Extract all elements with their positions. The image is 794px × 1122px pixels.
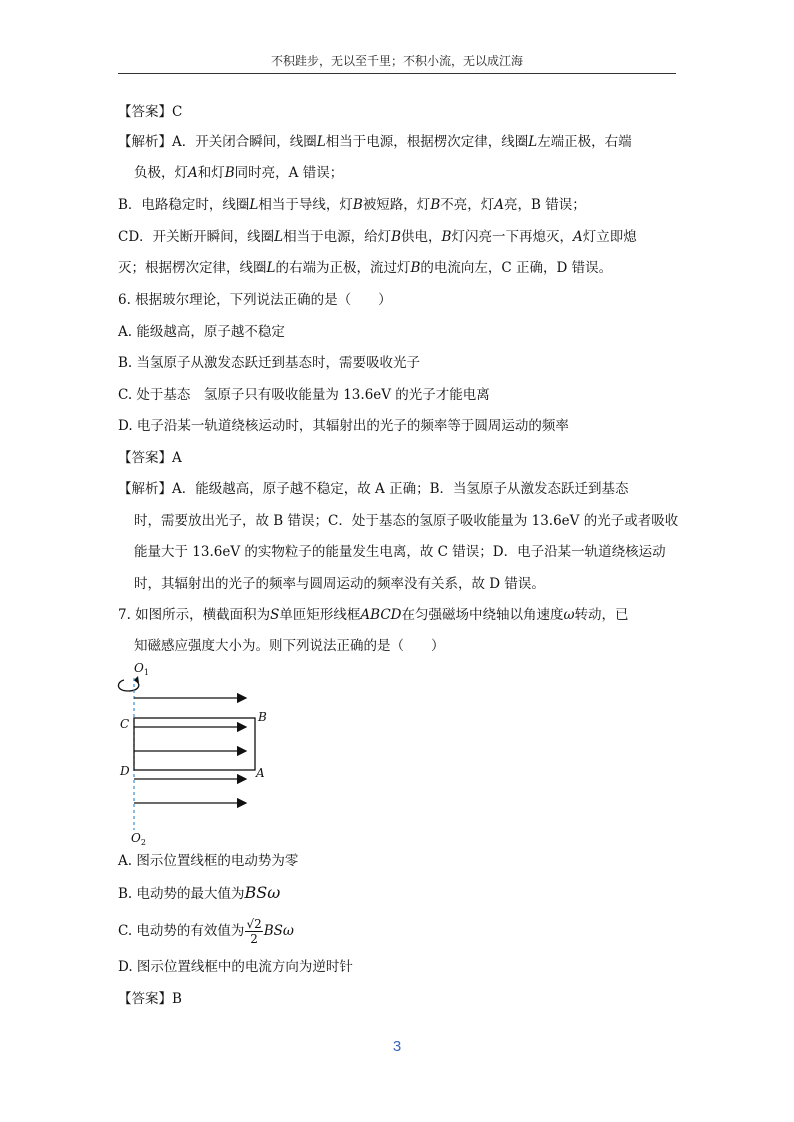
rotation-arrow-icon [118, 680, 138, 691]
q5-analysis-line-1: 【解析】A．开关闭合瞬间，线圈L相当于电源，根据楞次定律，线圈L左端正极，右端 [118, 134, 632, 150]
q6-option-a: A. 能级越高，原子越不稳定 [118, 324, 285, 340]
header-divider [118, 73, 676, 74]
q6-option-c: C. 处于基态 氢原子只有吸收能量为 13.6eV 的光子才能电离 [118, 387, 490, 403]
coil-frame [134, 718, 255, 770]
q7-stem-line-2: 知磁感应强度大小为。则下列说法正确的是（ ） [134, 638, 445, 654]
label-o1: $O_1$ [134, 661, 149, 677]
q7-option-c: C. 电动势的有效值为 $\frac{√2}{2}$ BSω [118, 917, 294, 946]
q7-answer: 【答案】B [118, 991, 182, 1007]
fraction-sqrt2-over-2: $\frac{√2}{2}$ [246, 917, 262, 946]
q5-analysis-line-3: B．电路稳定时，线圈L相当于导线，灯B被短路，灯B不亮，灯A亮，B 错误； [118, 197, 586, 213]
q6-stem: 6. 根据玻尔理论，下列说法正确的是（ ） [118, 292, 392, 308]
q5-analysis-line-4: CD．开关断开瞬间，线圈L相当于电源，给灯B供电，B灯闪亮一下再熄灭，A灯立即熄 [118, 229, 637, 245]
q6-analysis-line-3: 能量大于 13.6eV 的实物粒子的能量发生电离，故 C 错误；D．电子沿某一轨道绕核运动 [134, 544, 666, 560]
q7-option-d: D. 图示位置线框中的电流方向为逆时针 [118, 959, 353, 975]
q7-stem-line-1: 7. 如图所示，横截面积为S单匝矩形线框ABCD在匀强磁场中绕轴以角速度ω转动，已 [118, 607, 629, 623]
q7-figure-coil-in-field [112, 658, 282, 848]
label-c: C [120, 717, 130, 731]
q6-analysis-line-1: 【解析】A．能级越高，原子越不稳定，故 A 正确；B．当氢原子从激发态跃迁到基态 [118, 481, 629, 497]
header-motto: 不积跬步，无以至千里；不积小流，无以成江海 [270, 54, 523, 68]
q5-answer: 【答案】C [118, 104, 183, 120]
page-number: 3 [392, 1038, 402, 1055]
q6-answer: 【答案】A [118, 450, 182, 466]
label-o2: $O_2$ [131, 831, 146, 847]
q6-option-d: D. 电子沿某一轨道绕核运动时，其辐射出的光子的频率等于圆周运动的频率 [118, 418, 569, 434]
q6-analysis-line-4: 时，其辐射出的光子的频率与圆周运动的频率没有关系，故 D 错误。 [134, 576, 545, 592]
q6-analysis-line-2: 时，需要放出光子，故 B 错误；C．处于基态的氢原子吸收能量为 13.6eV 的光子或者吸收 [134, 513, 679, 529]
q7-option-b: B. 电动势的最大值为BSω [118, 883, 281, 902]
q5-analysis-line-5: 灭；根据楞次定律，线圈L的右端为正极，流过灯B的电流向左，C 正确，D 错误。 [118, 260, 613, 276]
label-d: D [120, 764, 130, 778]
label-b: B [258, 710, 267, 724]
q6-option-b: B. 当氢原子从激发态跃迁到基态时，需要吸收光子 [118, 355, 421, 371]
q5-analysis-line-2: 负极，灯A和灯B同时亮，A 错误； [134, 165, 344, 181]
q7-option-a: A. 图示位置线框的电动势为零 [118, 853, 299, 869]
label-a: A [256, 766, 265, 780]
